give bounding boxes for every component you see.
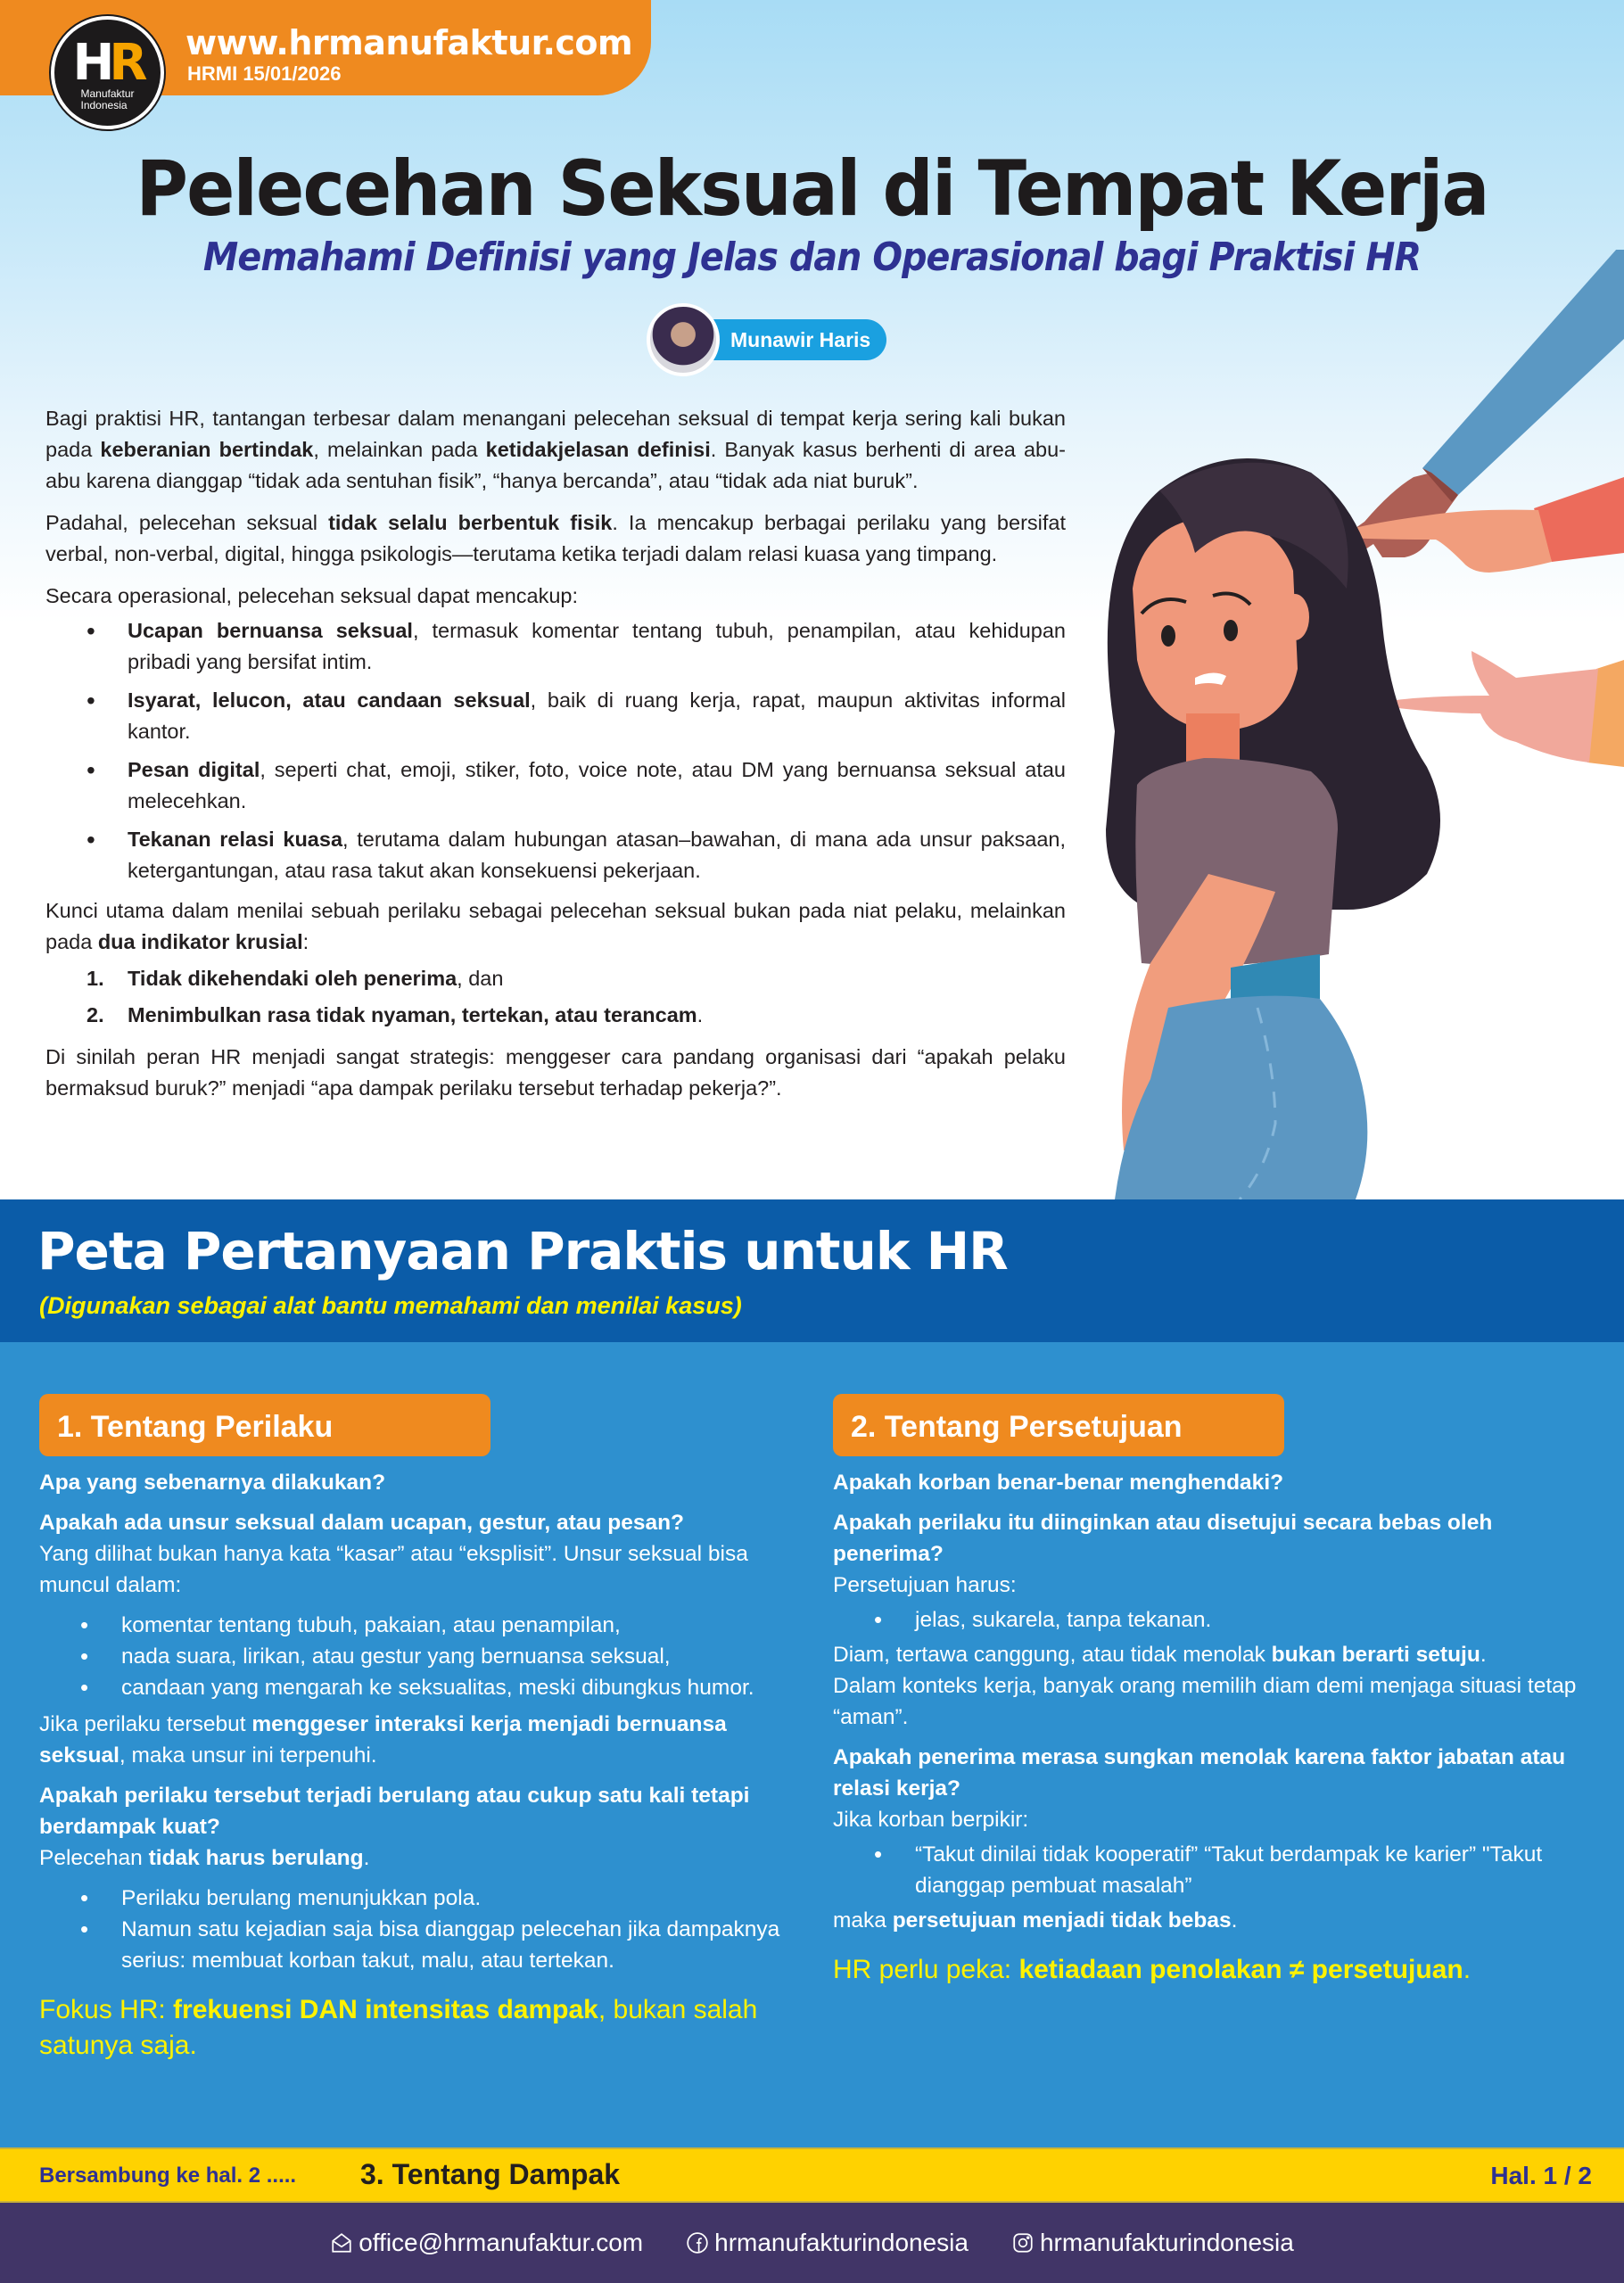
text-run: Jika perilaku tersebut xyxy=(39,1712,252,1736)
text-run: Kunci utama dalam menilai sebuah perilaku sebagai pelecehan seksual bukan pada niat pelaku, melainkan pada xyxy=(45,899,1066,953)
author-avatar xyxy=(647,303,720,376)
instagram-handle[interactable]: hrmanufakturindonesia xyxy=(1039,2229,1294,2256)
emphasis: Tekanan relasi kuasa xyxy=(128,828,343,851)
emphasis: Tidak dikehendaki oleh penerima xyxy=(128,967,458,990)
text-run: . xyxy=(1480,1643,1487,1667)
text-run: , maka unsur ini terpenuhi. xyxy=(119,1743,377,1768)
text-run: , seperti chat, emoji, stiker, foto, voice note, atau DM yang bernuansa seksual atau melecehkan. xyxy=(128,758,1066,812)
list-item: • Namun satu kejadian saja bisa dianggap pelecehan jika dampaknya serius: membuat korban takut, malu, atau tertekan. xyxy=(39,1914,788,1976)
question: Apakah perilaku itu diinginkan atau disetujui secara bebas oleh penerima? xyxy=(833,1511,1493,1566)
section-title: Peta Pertanyaan Praktis untuk HR xyxy=(37,1221,1008,1282)
emphasis: tidak harus berulang xyxy=(148,1846,364,1870)
text-run: , termasuk komentar tentang tubuh, penampilan, atau kehidupan pribadi yang bersifat intim. xyxy=(128,619,1066,673)
answer-conclusion xyxy=(39,1709,788,1771)
key-indicators-list xyxy=(45,963,1066,1031)
author-badge xyxy=(647,303,886,376)
intro-paragraph-4 xyxy=(45,895,1066,958)
consent-requirements-list xyxy=(833,1604,1582,1636)
intro-paragraph-1 xyxy=(45,403,1066,497)
text-run: Padahal, pelecehan seksual xyxy=(45,511,329,534)
question: Apakah korban benar-benar menghendaki? xyxy=(833,1471,1284,1495)
emphasis: dua indikator krusial xyxy=(97,930,303,953)
website-link[interactable]: www.hrmanufaktur.com xyxy=(185,23,633,62)
text-run: , baik di ruang kerja, rapat, maupun aktivitas informal kantor. xyxy=(128,688,1067,743)
text-run: . Banyak kasus berhenti di area abu-abu karena dianggap “tidak ada sentuhan fisik”, “hanya bercanda”, atau “tidak ada niat buruk”. xyxy=(45,438,1067,492)
next-topic: 3. Tentang Dampak xyxy=(360,2158,621,2190)
list-item xyxy=(45,1000,1066,1031)
item-number: 1. xyxy=(87,967,104,990)
continued-label: Bersambung ke hal. 2 ..... xyxy=(39,2163,297,2188)
intro-article xyxy=(45,403,1066,1115)
consent-heading: 2. Tentang Persetujuan xyxy=(833,1394,1284,1456)
item-number: 2. xyxy=(87,1003,104,1026)
text-run: HR perlu peka: xyxy=(833,1955,1019,1984)
emphasis: persetujuan menjadi tidak bebas xyxy=(892,1908,1232,1933)
harassment-forms-list xyxy=(45,615,1066,886)
sexual-element-list xyxy=(39,1610,788,1703)
emphasis: Pesan digital xyxy=(128,758,260,781)
text-run: , melainkan pada xyxy=(313,438,486,461)
list-item xyxy=(45,615,1066,678)
list-item: • candaan yang mengarah ke seksualitas, meski dibungkus humor. xyxy=(39,1672,788,1703)
instagram-icon xyxy=(1011,2231,1035,2254)
intro-paragraph-3: Secara operasional, pelecehan seksual dapat mencakup: xyxy=(45,584,579,607)
behavior-column xyxy=(39,1394,788,2064)
text-run: . Ia mencakup berbagai perilaku yang bersifat verbal, non-verbal, digital, hingga psikologis—terutama ketika terjadi dalam relasi kuasa yang timpang. xyxy=(45,511,1067,565)
emphasis: bukan berarti setuju xyxy=(1271,1643,1480,1667)
text-run: Pelecehan xyxy=(39,1846,149,1870)
text-run: Diam, tertawa canggung, atau tidak menolak xyxy=(833,1643,1272,1667)
hr-focus-note xyxy=(39,1992,788,2064)
answer-note xyxy=(833,1639,1582,1670)
list-item xyxy=(45,963,1066,994)
document-code: HRMI 15/01/2026 xyxy=(187,62,342,85)
emphasis: Menimbulkan rasa tidak nyaman, tertekan, atau terancam xyxy=(128,1003,697,1026)
emphasis: tidak selalu berbentuk fisik xyxy=(328,511,613,534)
logo-h: H xyxy=(72,33,110,92)
list-item: • nada suara, lirikan, atau gestur yang bernuansa seksual, xyxy=(39,1641,788,1672)
footer xyxy=(0,2203,1624,2283)
repetition-list xyxy=(39,1883,788,1976)
answer-text: Jika korban berpikir: xyxy=(833,1808,1029,1832)
answer-conclusion xyxy=(833,1905,1582,1936)
question-map xyxy=(0,1342,1624,2147)
list-item: • “Takut dinilai tidak kooperatif” “Takut berdampak ke karier” "Takut dianggap pembuat masalah” xyxy=(833,1839,1582,1901)
list-item xyxy=(45,824,1066,886)
harassment-illustration xyxy=(1052,250,1624,1199)
logo-line1: Manufaktur xyxy=(80,87,135,100)
logo-caption xyxy=(80,88,134,111)
answer-note: Dalam konteks kerja, banyak orang memilih diam demi menjaga situasi tetap “aman”. xyxy=(833,1674,1577,1729)
email-text[interactable]: office@hrmanufaktur.com xyxy=(359,2229,644,2256)
pointing-hand-middle-icon xyxy=(1331,477,1624,573)
mail-icon xyxy=(330,2231,353,2254)
question: Apakah penerima merasa sungkan menolak karena faktor jabatan atau relasi kerja? xyxy=(833,1745,1566,1801)
question: Apakah ada unsur seksual dalam ucapan, gestur, atau pesan? xyxy=(39,1511,685,1535)
answer-text: Yang dilihat bukan hanya kata “kasar” atau “eksplisit”. Unsur seksual bisa muncul dalam: xyxy=(39,1542,748,1597)
text-run: . xyxy=(1463,1955,1471,1984)
intro-paragraph-5: Di sinilah peran HR menjadi sangat strategis: menggeser cara pandang organisasi dari “apakah pelaku bermaksud buruk?” menjadi “apa dampak perilaku tersebut terhadap pekerja?”. xyxy=(45,1045,1066,1100)
consent-column xyxy=(833,1394,1582,1988)
footer-email[interactable] xyxy=(330,2229,643,2257)
text-run: , bukan salah satunya saja. xyxy=(39,1995,758,2060)
logo-mark xyxy=(72,33,143,92)
answer-text xyxy=(39,1842,788,1874)
behavior-heading: 1. Tentang Perilaku xyxy=(39,1394,490,1456)
list-item xyxy=(45,685,1066,747)
hr-manufaktur-logo xyxy=(51,16,164,129)
facebook-icon xyxy=(686,2231,709,2254)
victim-thoughts-list xyxy=(833,1839,1582,1901)
text-run: : xyxy=(302,930,309,953)
list-item: • jelas, sukarela, tanpa tekanan. xyxy=(833,1604,1582,1636)
text-run: . xyxy=(697,1003,704,1026)
text-run: Bagi praktisi HR, tantangan terbesar dalam menangani pelecehan seksual di tempat kerja sering kali bukan pada xyxy=(45,407,1066,461)
footer-facebook[interactable] xyxy=(686,2229,969,2257)
page-number: Hal. 1 / 2 xyxy=(1490,2162,1592,2189)
question: Apakah perilaku tersebut terjadi berulang atau cukup satu kali tetapi berdampak kuat? xyxy=(39,1784,750,1839)
section-header xyxy=(0,1199,1624,1342)
intro-paragraph-2 xyxy=(45,507,1066,570)
logo-line2: Indonesia xyxy=(80,98,128,111)
text-run: . xyxy=(363,1846,370,1870)
author-name: Munawir Haris xyxy=(709,319,886,360)
question: Apa yang sebenarnya dilakukan? xyxy=(39,1471,386,1495)
page-subtitle: Memahami Definisi yang Jelas dan Operasional bagi Praktisi HR xyxy=(202,235,1422,280)
text-run: maka xyxy=(833,1908,893,1933)
list-item: • Perilaku berulang menunjukkan pola. xyxy=(39,1883,788,1914)
text-run: , terutama dalam hubungan atasan–bawahan, di mana ada unsur paksaan, ketergantungan, atau rasa takut akan konsekuensi pekerjaan. xyxy=(128,828,1066,882)
hr-focus-note xyxy=(833,1952,1582,1988)
text-run: . xyxy=(1231,1908,1238,1933)
emphasis: keberanian bertindak xyxy=(100,438,314,461)
emphasis: menggeser interaksi kerja menjadi bernuansa seksual xyxy=(39,1712,727,1768)
logo-r: R xyxy=(109,33,143,92)
answer-text: Persetujuan harus: xyxy=(833,1573,1017,1597)
list-item xyxy=(45,754,1066,817)
emphasis: frekuensi DAN intensitas dampak xyxy=(173,1995,598,2024)
text-run: , dan xyxy=(457,967,504,990)
list-item: • komentar tentang tubuh, pakaian, atau penampilan, xyxy=(39,1610,788,1641)
continue-bar xyxy=(0,2147,1624,2203)
text-run: Fokus HR: xyxy=(39,1995,174,2024)
page-title: Pelecehan Seksual di Tempat Kerja xyxy=(136,144,1488,234)
emphasis: ketiadaan penolakan ≠ persetujuan xyxy=(1018,1955,1463,1984)
facebook-handle[interactable]: hrmanufakturindonesia xyxy=(714,2229,969,2256)
section-subtitle: (Digunakan sebagai alat bantu memahami dan menilai kasus) xyxy=(39,1292,742,1319)
emphasis: Ucapan bernuansa seksual xyxy=(128,619,413,642)
emphasis: Isyarat, lelucon, atau candaan seksual xyxy=(128,688,531,712)
footer-instagram[interactable] xyxy=(1011,2229,1294,2257)
emphasis: ketidakjelasan definisi xyxy=(485,438,711,461)
